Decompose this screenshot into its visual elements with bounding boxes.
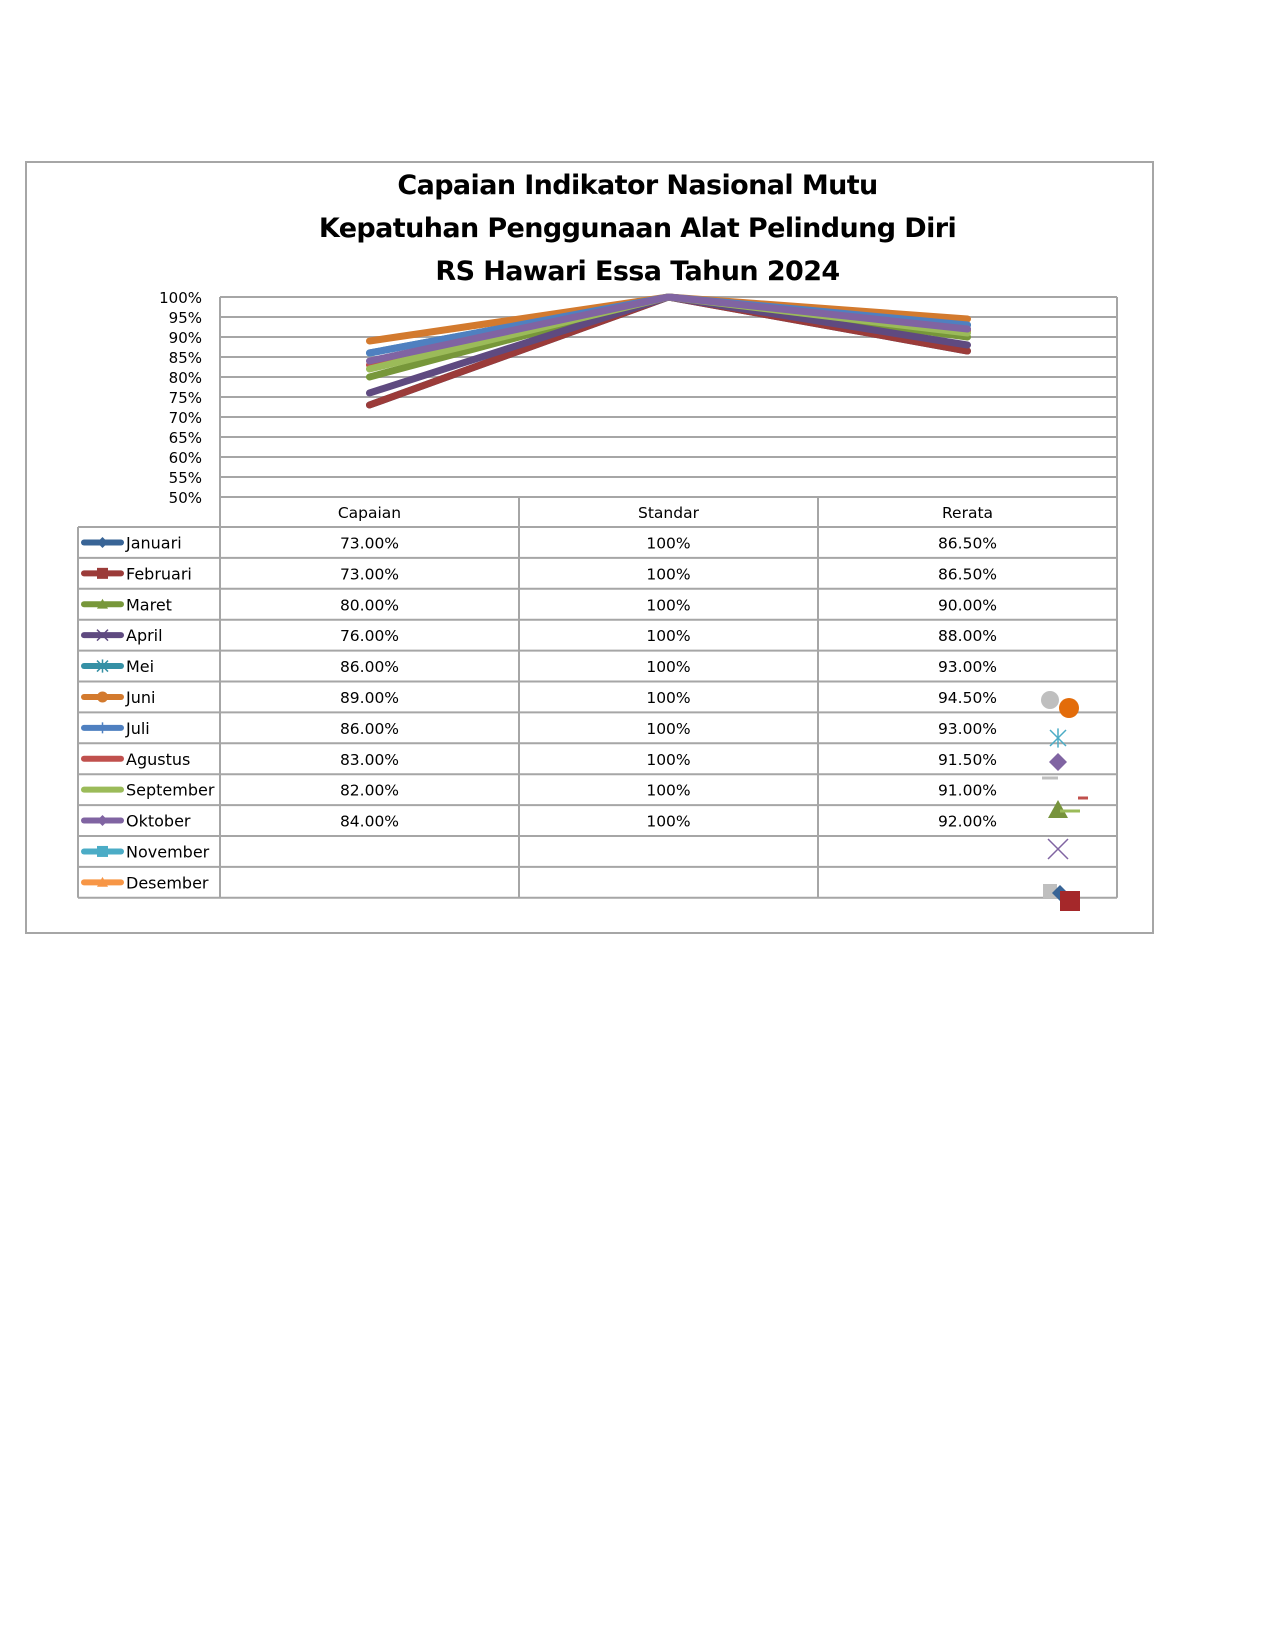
table-cell-capaian: 86.00% xyxy=(339,658,400,677)
y-tick-label: 95% xyxy=(168,309,202,327)
table-row xyxy=(125,688,997,707)
legend-label: November xyxy=(126,842,210,862)
table-cell-standar: 100% xyxy=(646,658,691,677)
y-tick-label: 90% xyxy=(168,329,202,347)
legend-key-juli xyxy=(84,722,121,733)
table-cell-standar: 100% xyxy=(646,596,691,615)
chart-title-line-2: Kepatuhan Penggunaan Alat Pelindung Diri xyxy=(318,213,957,244)
table-row xyxy=(126,564,997,583)
table-cell-rerata: 88.00% xyxy=(937,627,998,646)
table-cell-capaian: 83.00% xyxy=(339,750,400,769)
table-row xyxy=(126,812,997,831)
y-tick-label: 60% xyxy=(168,449,202,467)
table-cell-capaian: 80.00% xyxy=(339,596,400,615)
data-table xyxy=(78,497,1117,898)
table-row xyxy=(126,750,997,769)
table-cell-capaian: 86.00% xyxy=(339,719,400,738)
table-cell-standar: 100% xyxy=(646,781,691,800)
legend-label: Januari xyxy=(126,533,182,553)
legend-label: Juli xyxy=(126,718,150,738)
marker-circle-icon xyxy=(1059,698,1079,718)
chart-title-line-1: Capaian Indikator Nasional Mutu xyxy=(397,170,878,201)
table-cell-rerata: 86.50% xyxy=(937,565,998,584)
marker-x-icon xyxy=(1048,839,1068,859)
legend-label: Agustus xyxy=(126,749,191,769)
legend-key-oktober xyxy=(84,815,121,826)
y-tick-label: 80% xyxy=(168,369,202,387)
y-tick-label: 65% xyxy=(168,429,202,447)
marker-diamond-icon xyxy=(97,815,108,826)
table-row xyxy=(125,719,997,738)
legend-key-juni xyxy=(84,691,121,702)
legend-label: Maret xyxy=(126,595,172,615)
legend-key-mei xyxy=(84,659,121,672)
table-row xyxy=(126,595,997,614)
table-cell-capaian: 76.00% xyxy=(339,627,400,646)
y-axis-ticks xyxy=(159,289,202,507)
table-header-capaian: Capaian xyxy=(337,504,402,522)
series-lines xyxy=(370,297,968,405)
legend-label: September xyxy=(126,780,215,800)
legend-label: Oktober xyxy=(126,811,191,831)
grid-layer xyxy=(220,297,1117,497)
y-tick-label: 55% xyxy=(168,469,202,487)
table-cell-standar: 100% xyxy=(646,688,691,707)
legend-label: Mei xyxy=(126,657,155,677)
table-cell-capaian: 84.00% xyxy=(339,812,400,831)
marker-dash-icon xyxy=(1078,797,1088,800)
marker-dash-icon xyxy=(1042,777,1058,780)
table-cell-standar: 100% xyxy=(646,565,691,584)
table-cell-standar: 100% xyxy=(646,627,691,646)
table-row xyxy=(126,657,997,676)
legend-key-november xyxy=(84,846,121,857)
legend-key-april xyxy=(84,630,121,641)
table-cell-standar: 100% xyxy=(646,534,691,553)
legend-key-desember xyxy=(84,877,121,887)
legend-key-februari xyxy=(84,568,121,579)
table-row xyxy=(126,781,997,800)
marker-triangle-icon xyxy=(1048,800,1068,818)
marker-star-icon xyxy=(1050,728,1066,747)
table-cell-capaian: 82.00% xyxy=(339,781,400,800)
legend-label: Desember xyxy=(126,873,209,893)
marker-diamond-icon xyxy=(97,537,108,548)
table-cell-rerata: 91.50% xyxy=(937,750,998,769)
table-cell-standar: 100% xyxy=(646,812,691,831)
y-tick-label: 50% xyxy=(168,489,202,507)
legend-key-januari xyxy=(84,537,121,548)
table-header-rerata: Rerata xyxy=(941,504,994,522)
y-tick-label: 100% xyxy=(159,289,202,307)
table-cell-standar: 100% xyxy=(646,750,691,769)
legend-label: Juni xyxy=(126,687,156,707)
table-header-standar: Standar xyxy=(638,504,699,522)
table-cell-standar: 100% xyxy=(646,719,691,738)
legend-label: April xyxy=(126,626,163,646)
table-cell-rerata: 86.50% xyxy=(937,534,998,553)
marker-dash-icon xyxy=(1060,810,1080,813)
marker-diamond-icon xyxy=(1049,753,1067,771)
table-row xyxy=(126,873,209,892)
y-tick-label: 70% xyxy=(168,409,202,427)
chart-title-line-3: RS Hawari Essa Tahun 2024 xyxy=(435,256,840,287)
marker-square-icon xyxy=(1060,891,1080,911)
table-cell-capaian: 73.00% xyxy=(339,534,400,553)
y-tick-label: 75% xyxy=(168,389,202,407)
table-cell-rerata: 92.00% xyxy=(937,812,998,831)
table-row xyxy=(125,533,997,552)
table-cell-rerata: 90.00% xyxy=(937,596,998,615)
table-cell-rerata: 93.00% xyxy=(937,719,998,738)
marker-circle-icon xyxy=(97,691,108,702)
legend-label: Februari xyxy=(126,564,192,584)
marker-square-icon xyxy=(97,846,108,857)
table-cell-capaian: 89.00% xyxy=(339,688,400,707)
table-cell-capaian: 73.00% xyxy=(339,565,400,584)
y-tick-label: 85% xyxy=(168,349,202,367)
marker-circle-icon xyxy=(1041,691,1059,709)
table-cell-rerata: 93.00% xyxy=(937,658,998,677)
stray-markers xyxy=(1041,691,1088,911)
legend-key-maret xyxy=(84,599,121,609)
table-cell-rerata: 91.00% xyxy=(937,781,998,800)
table-cell-rerata: 94.50% xyxy=(937,688,998,707)
table-row xyxy=(126,626,997,645)
table-row xyxy=(126,842,210,861)
marker-square-icon xyxy=(97,568,108,579)
